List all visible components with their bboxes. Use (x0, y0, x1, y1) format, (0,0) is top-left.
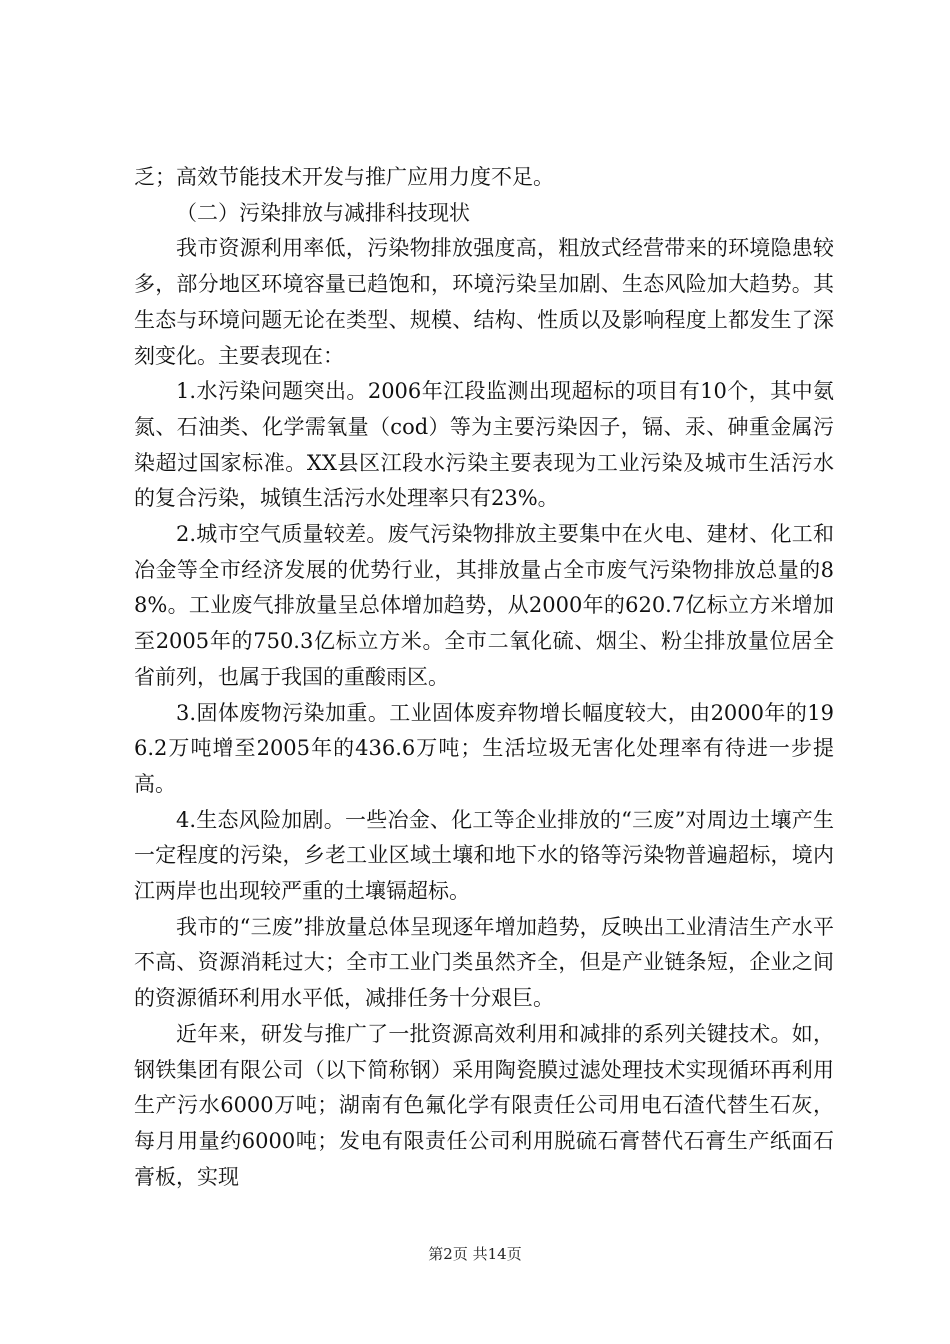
paragraph-3: 我市资源利用率低，污染物排放强度高，粗放式经营带来的环境隐患较多，部分地区环境容量已趋饱和，环境污染呈加剧、生态风险加大趋势。其生态与环境问题无论在类型、规模、结构、性质以及影响程度上都发生了深刻变化。主要表现在： (134, 236, 834, 368)
paragraph-air-quality: 2.城市空气质量较差。废气污染物排放主要集中在火电、建材、化工和冶金等全市经济发展的优势行业，其排放量占全市废气污染物排放总量的88%。工业废气排放量呈总体增加趋势，从2000年的620.7亿标立方米增加至2005年的750.3亿标立方米。全市二氧化硫、烟尘、粉尘排放量位居全省前列，也属于我国的重酸雨区。 (134, 522, 834, 689)
section-heading: （二）污染排放与减排科技现状 (176, 200, 470, 225)
paragraph-solid-waste: 3.固体废物污染加重。工业固体废弃物增长幅度较大，由2000年的196.2万吨增至2005年的436.6万吨；生活垃圾无害化处理率有待进一步提高。 (134, 700, 834, 796)
paragraph-three-wastes: 我市的“三废”排放量总体呈现逐年增加趋势，反映出工业清洁生产水平不高、资源消耗过大；全市工业门类虽然齐全，但是产业链条短，企业之间的资源循环利用水平低，减排任务十分艰巨。 (134, 914, 834, 1011)
paragraph-water-pollution: 1.水污染问题突出。2006年江段监测出现超标的项目有10个，其中氨氮、石油类、化学需氧量（cod）等为主要污染因子，镉、汞、砷重金属污染超过国家标准。XX县区江段水污染主要表现为工业污染及城市生活污水的复合污染，城镇生活污水处理率只有23%。 (134, 379, 834, 511)
page-footer: 第2页 共14页 (428, 1245, 522, 1263)
paragraph-1: 乏；高效节能技术开发与推广应用力度不足。 (134, 165, 554, 189)
paragraph-ecological-risk: 4.生态风险加剧。一些冶金、化工等企业排放的“三废”对周边土壤产生一定程度的污染，乡老工业区域土壤和地下水的铬等污染物普遍超标，境内江两岸也出现较严重的土壤镉超标。 (134, 807, 834, 904)
document-body (134, 160, 834, 1195)
paragraph-key-technologies: 近年来，研发与推广了一批资源高效利用和减排的系列关键技术。如，钢铁集团有限公司（以下简称钢）采用陶瓷膜过滤处理技术实现循环再利用生产污水6000万吨；湖南有色氟化学有限责任公司用电石渣代替生石灰，每月用量约6000吨；发电有限责任公司利用脱硫石膏替代石膏生产纸面石膏板，实现 (134, 1021, 834, 1189)
